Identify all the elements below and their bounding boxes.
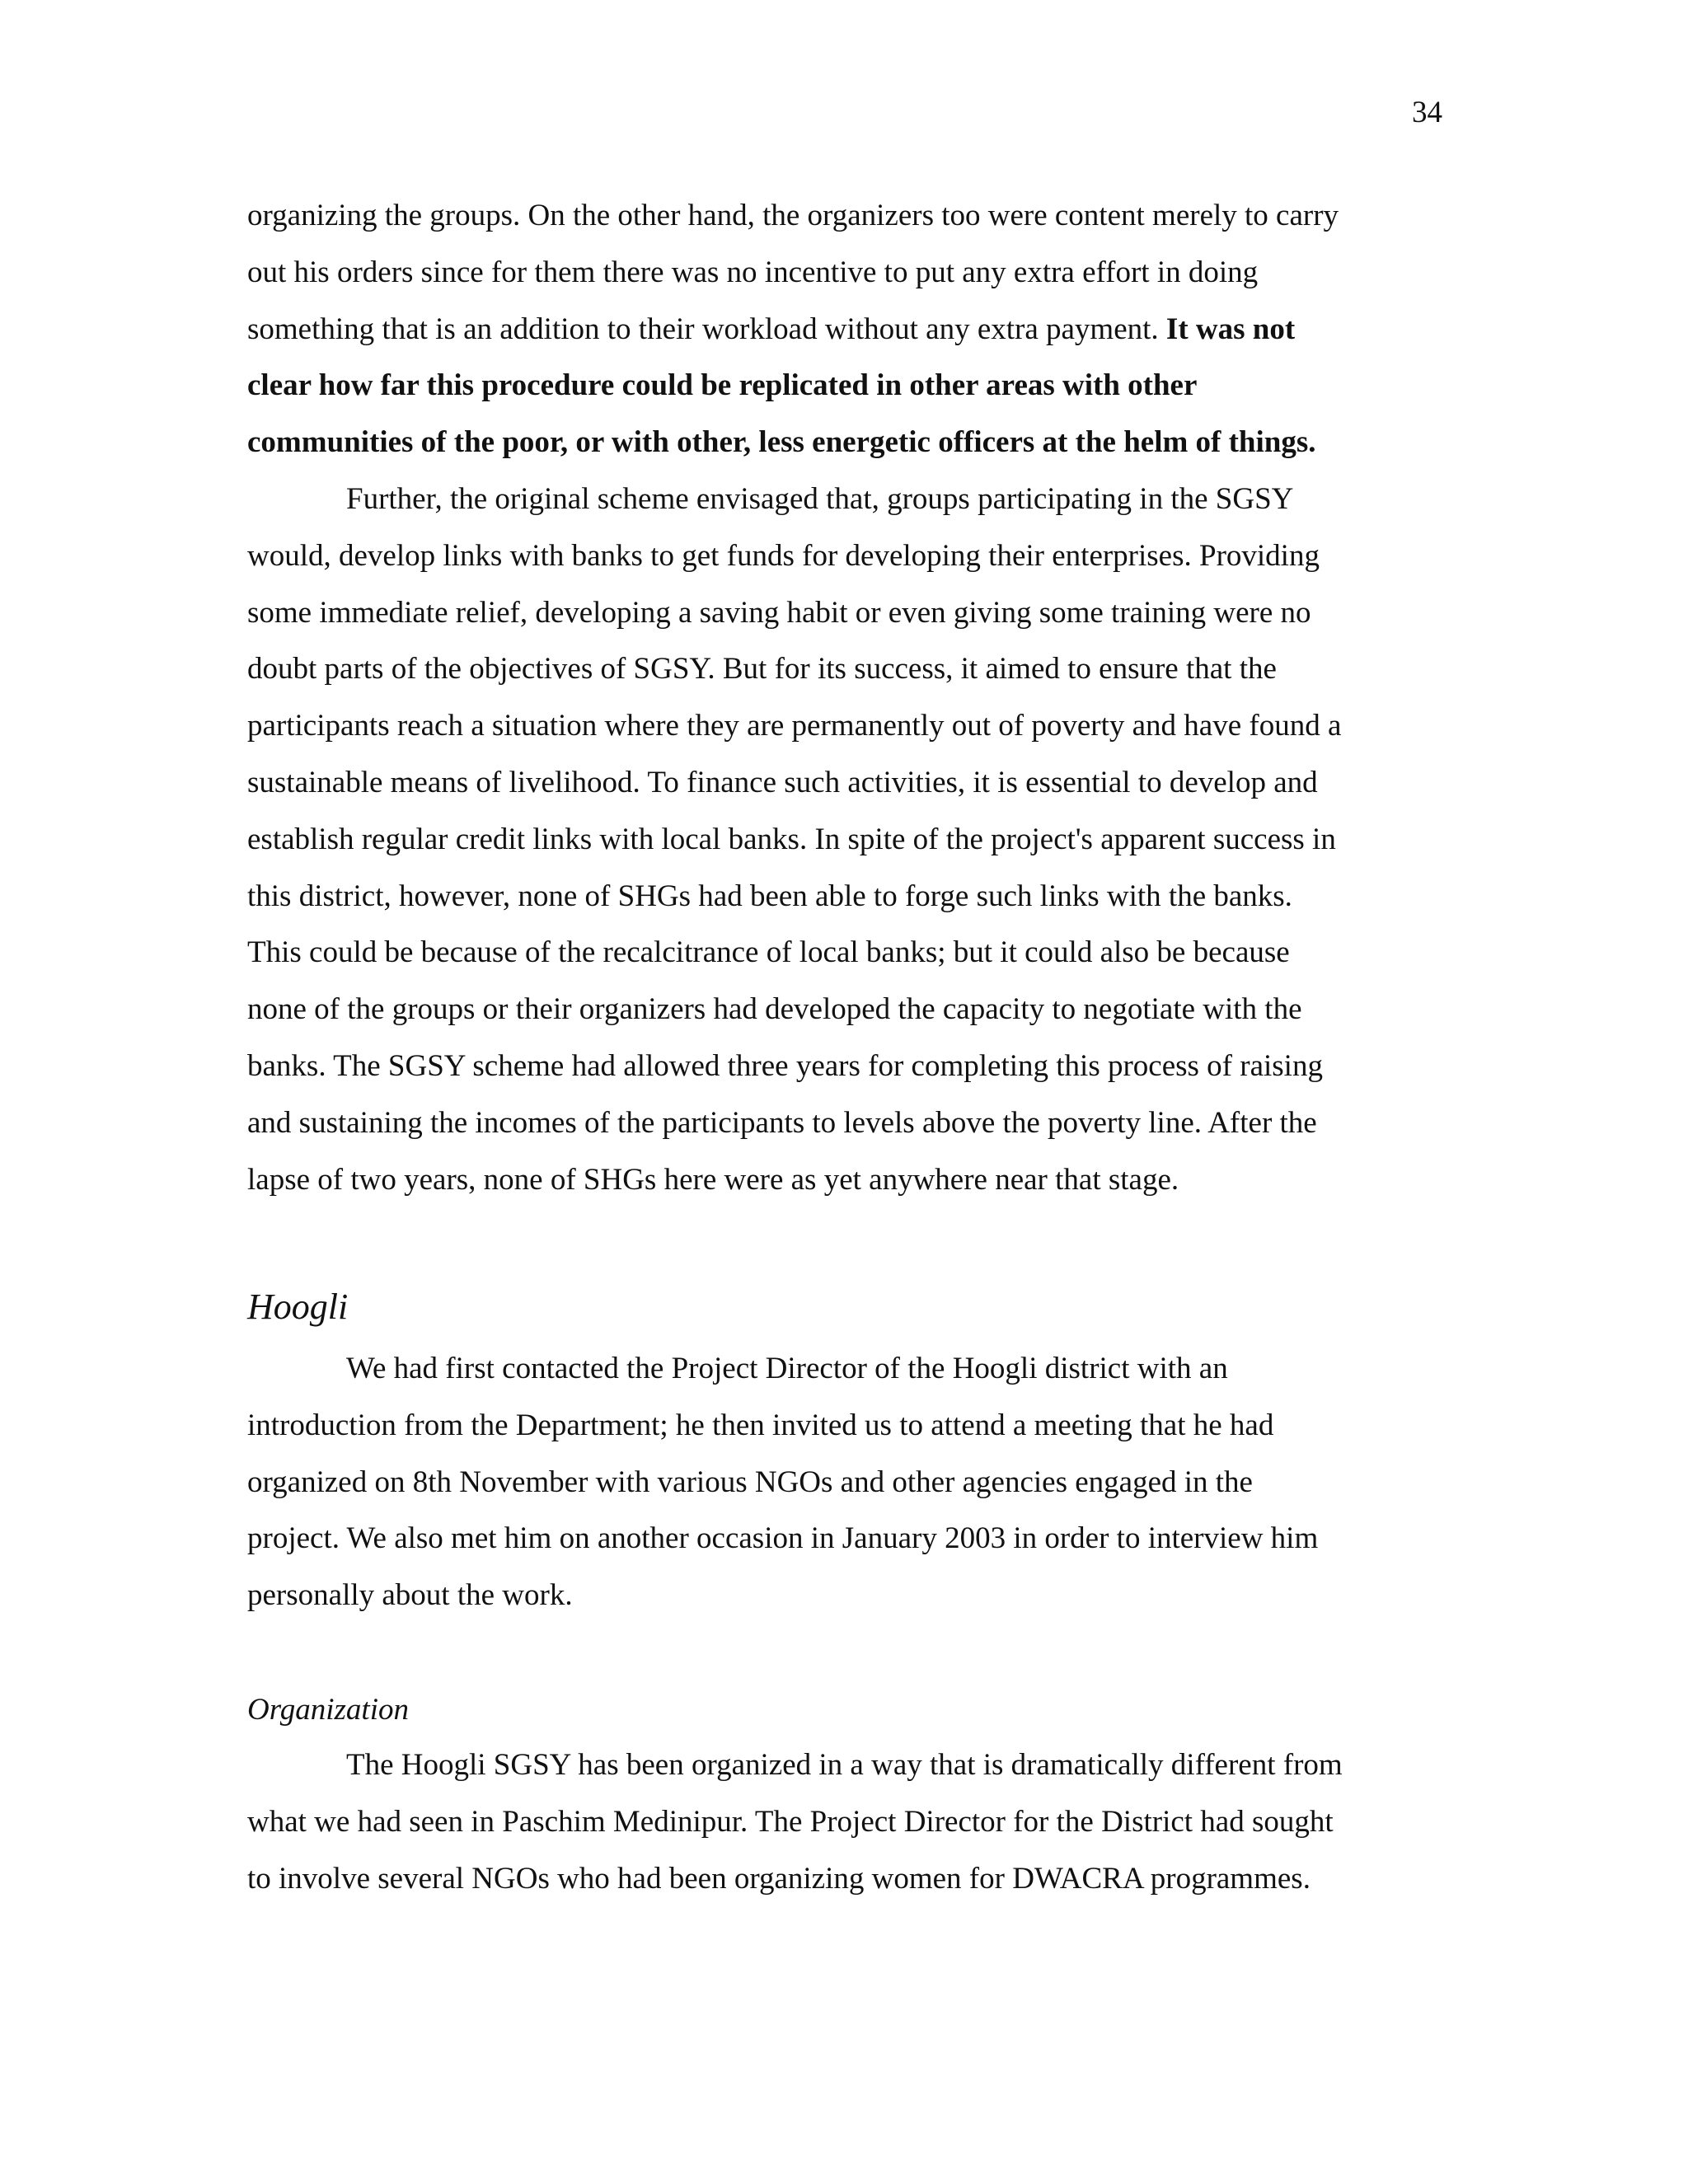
text-line: to involve several NGOs who had been organizing women for DWACRA programmes. [247, 1861, 1311, 1896]
text-line: this district, however, none of SHGs had been able to forge such links with the banks. [247, 879, 1292, 913]
text-line: out his orders since for them there was no incentive to put any extra effort in doing [247, 255, 1259, 289]
text-line: project. We also met him on another occasion in January 2003 in order to interview him [247, 1521, 1319, 1556]
paragraph-4 [247, 1737, 1442, 1907]
text-line: lapse of two years, none of SHGs here were as yet anywhere near that stage. [247, 1162, 1179, 1197]
text-line: doubt parts of the objectives of SGSY. But for its success, it aimed to ensure that the [247, 652, 1277, 687]
text-line [247, 302, 1442, 359]
bold-text-run: It was not [1165, 312, 1296, 346]
text-line: participants reach a situation where they are permanently out of poverty and have found a [247, 709, 1342, 743]
paragraph-1 [247, 188, 1442, 471]
text-line: sustainable means of livelihood. To finance such activities, it is essential to develop and [247, 765, 1318, 799]
subsection-heading-organization: Organization [247, 1693, 409, 1727]
text-line: establish regular credit links with local banks. In spite of the project's apparent success in [247, 822, 1336, 856]
text-line: none of the groups or their organizers had developed the capacity to negotiate with the [247, 992, 1302, 1027]
text-line: organizing the groups. On the other hand, the organizers too were content merely to carry [247, 199, 1339, 232]
text-line: introduction from the Department; he then invited us to attend a meeting that he had [247, 1408, 1274, 1442]
text-line: This could be because of the recalcitrance of local banks; but it could also be because [247, 935, 1290, 970]
page-number: 34 [1412, 96, 1442, 129]
text-line: We had first contacted the Project Director of the Hoogli district with an [346, 1352, 1228, 1385]
text-line: banks. The SGSY scheme had allowed three years for completing this process of raising [247, 1048, 1323, 1083]
bold-text-line: clear how far this procedure could be replicated in other areas with other [247, 368, 1198, 403]
text-line: organized on 8th November with various NGOs and other agencies engaged in the [247, 1465, 1253, 1499]
text-line: what we had seen in Paschim Medinipur. The Project Director for the District had sought [247, 1804, 1334, 1839]
paragraph-3 [247, 1341, 1442, 1624]
section-heading-hoogli: Hoogli [247, 1286, 349, 1327]
text-line: some immediate relief, developing a saving habit or even giving some training were no [247, 595, 1311, 630]
text-line: The Hoogli SGSY has been organized in a way that is dramatically different from [346, 1748, 1343, 1782]
bold-text-line: communities of the poor, or with other, less energetic officers at the helm of things. [247, 425, 1316, 460]
paragraph-2 [247, 471, 1442, 1208]
text-run: something that is an addition to their workload without any extra payment. [247, 312, 1166, 346]
text-line: would, develop links with banks to get funds for developing their enterprises. Providing [247, 538, 1320, 573]
text-line: and sustaining the incomes of the participants to levels above the poverty line. After the [247, 1105, 1317, 1140]
text-line: Further, the original scheme envisaged that, groups participating in the SGSY [346, 482, 1294, 516]
text-line: personally about the work. [247, 1578, 573, 1613]
